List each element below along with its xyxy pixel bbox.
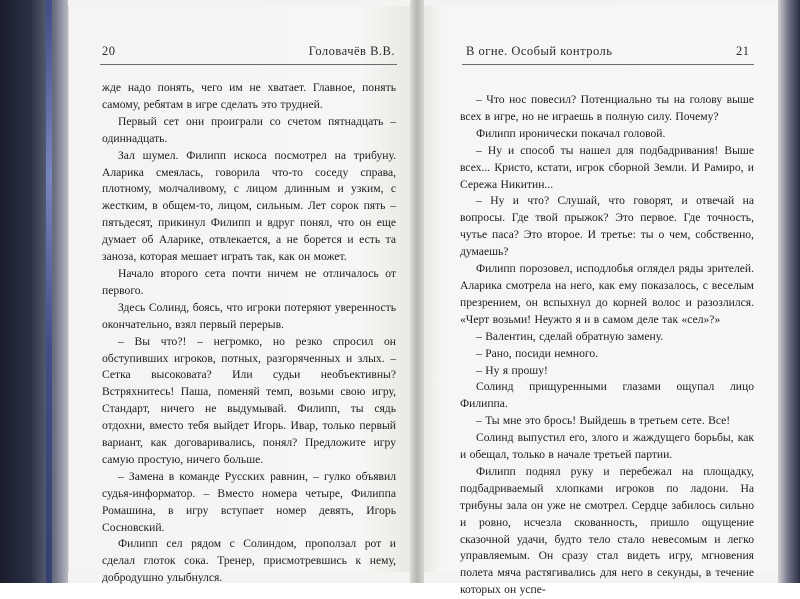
paragraph: – Ну я прошу! (476, 363, 548, 377)
left-header-rule (100, 64, 397, 65)
paragraph: – Замена в команде Русских равнин, – гулко объявил судья-информатор. – Вместо номера четыре, Филиппа Ромашина, в игру вступает номер девять, Игорь Сосновский. (102, 469, 396, 534)
paragraph: Здесь Солинд, боясь, что игроки потеряют уверенность окончательно, взял первый перерыв. (102, 300, 396, 331)
paragraph: Филипп поднял руку и перебежал на площадку, подбадриваемый хлопками игроков по ладони. На трибуны зала он уже не смотрел. Сердце забилось сильно и ровно, исчезла скованность, пришло ощущение сказочной удачи, будто тело стало невесомым и легко управляемым. Он сразу стал видеть игру, мгновения полета мяча растягивались для него в секунды, в течение которых он успе- (460, 464, 754, 597)
paragraph: – Рано, посиди немного. (476, 346, 599, 360)
left-body-text (102, 80, 396, 587)
right-page-number: 21 (736, 44, 750, 58)
left-running-head: Головачёв В.В. (308, 44, 395, 58)
right-header-rule (462, 64, 754, 65)
paragraph: – Ну и что? Слушай, что говорят, и отвечай на вопросы. Где твой прыжок? Это первое. Где точность, чутье паса? Это второе. И третье: ты о чем, собственно, думаешь? (460, 194, 754, 259)
right-body-text (460, 92, 754, 599)
paragraph: Зал шумел. Филипп искоса посмотрел на трибуну. Аларика смеялась, говорила что-то соседу справа, плотному, молчаливому, с лицом длинным и узким, с жестким, в общем-то, лицом, сильным. Лет сорок пять – пятьдесят, прикинул Филипп и вдруг понял, что он еще думает об Аларике, отвлекается, а не борется и есть та заноза, которая мешает играть так, как он может. (102, 148, 396, 264)
paragraph: Начало второго сета почти ничем не отличалось от первого. (102, 266, 396, 297)
paragraph: – Ты мне это брось! Выйдешь в третьем сете. Все! (476, 414, 731, 428)
paragraph: – Ну и способ ты нашел для подбадривания! Выше всех... Кристо, кстати, игрок сборной Земли. И Рамиро, и Сережа Никитин... (460, 143, 754, 191)
paragraph: Солинд прищуренными глазами ощупал лицо Филиппа. (460, 380, 754, 411)
paragraph: жде надо понять, чего им не хватает. Главное, понять самому, ребятам в игре сделать это трудней. (102, 81, 396, 111)
book-spine (410, 0, 424, 583)
book-cover-edge-right (778, 0, 800, 583)
left-page-number: 20 (102, 44, 116, 58)
right-running-head: В огне. Особый контроль (466, 44, 613, 58)
paragraph: – Вы что?! – негромко, но резко спросил он обступивших игроков, потных, разгоряченных и злых. – Сетка высоковата? Или судьи необъективны? Встряхнитесь! Паша, поменяй темп, возьми свою игру, Стандарт, ничего не выдумывай. Филипп, ты сядь отдохни, вместо тебя выйдет Игорь. Ивар, только первый вариант, как договаривались, понял? Предложите игру самую простую, ничего больше. (102, 334, 396, 466)
paragraph: Филипп порозовел, исподлобья оглядел ряды зрителей. Аларика смотрела на него, как ему показалось, с веселым презрением, он вспыхнул до корней волос и разозлился. «Черт возьми! Неужто я и в самом деле так «сел»?» (460, 262, 754, 326)
paragraph: Первый сет они проиграли со счетом пятнадцать – одиннадцать. (102, 114, 396, 145)
cover-stripe (46, 0, 52, 583)
paragraph: – Валентин, сделай обратную замену. (476, 329, 664, 343)
paragraph: Солинд выпустил его, злого и жаждущего борьбы, как и обещал, только в начале третьей партии. (460, 431, 754, 462)
paragraph: – Что нос повесил? Потенциально ты на голову выше всех в игре, но не играешь в полную силу. Почему? (460, 93, 754, 123)
paragraph: Филипп иронически покачал головой. (476, 126, 666, 140)
paragraph: Филипп сел рядом с Солиндом, проползал рот и сделал глоток сока. Тренер, присмотревшись к нему, добродушно улыбнулся. (102, 537, 396, 585)
book-cover-edge-left (0, 0, 68, 583)
